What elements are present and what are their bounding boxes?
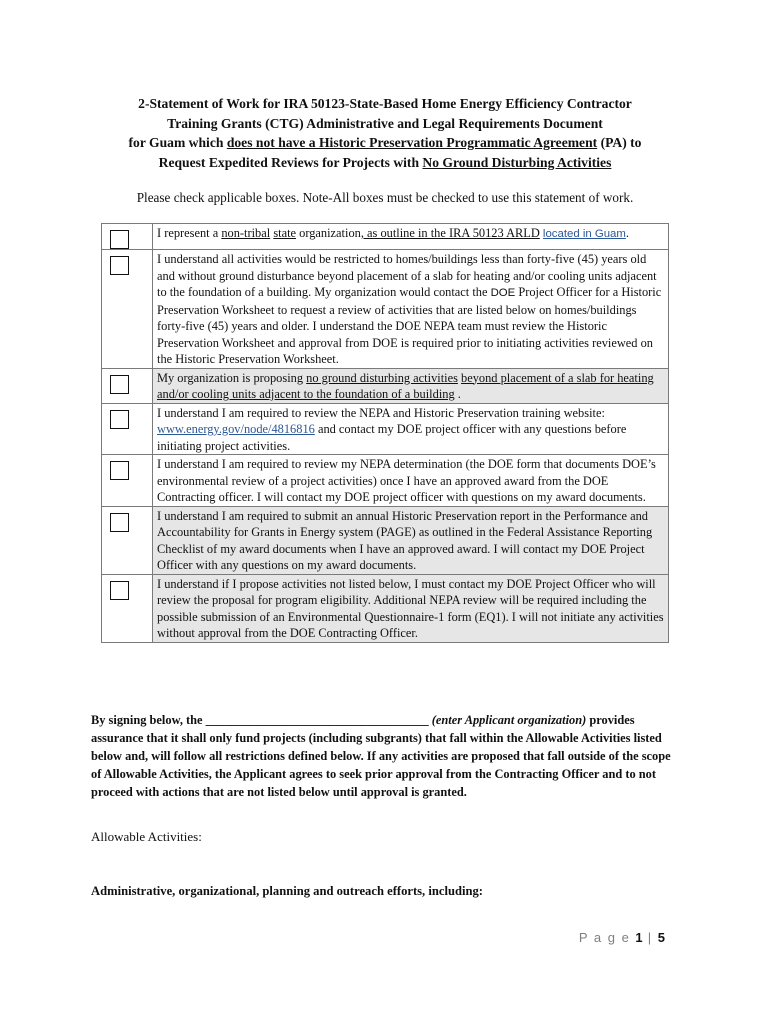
located-in-guam-link[interactable]: located in Guam	[542, 228, 626, 240]
page-separator: |	[642, 930, 658, 945]
checkbox-cell	[102, 368, 153, 403]
allowable-activities-heading: Allowable Activities:	[91, 829, 202, 844]
text: I understand I am required to review the NEPA and Historic Preservation training website:	[157, 405, 605, 420]
text: By signing below, the ____________________________________	[91, 713, 432, 727]
checklist-table	[101, 223, 669, 643]
checkbox-7[interactable]	[110, 581, 129, 600]
title-text: (PA) to	[597, 135, 642, 150]
checkbox-4[interactable]	[110, 410, 129, 429]
document-title	[60, 94, 710, 172]
title-line-4	[60, 153, 710, 173]
title-text: for Guam which	[128, 135, 227, 150]
text: DOE	[490, 287, 516, 299]
title-underlined-ngda: No Ground Disturbing Activities	[422, 154, 612, 170]
checklist-row-4	[102, 403, 669, 455]
checkbox-cell	[102, 403, 153, 455]
underlined-text: no ground disturbing activities	[306, 370, 458, 385]
checkbox-cell	[102, 224, 153, 250]
checklist-row-6	[102, 506, 669, 574]
nepa-training-link[interactable]: www.energy.gov/node/4816816	[157, 422, 315, 436]
admin-efforts-heading: Administrative, organizational, planning and outreach efforts, including:	[91, 884, 483, 898]
text: .	[625, 226, 629, 240]
page-current: 1	[635, 930, 643, 945]
underlined-text: beyond placement of a slab for heating and/or cooling units adjacent to the foundation of a building	[157, 370, 654, 401]
checkbox-2[interactable]	[110, 256, 129, 275]
checklist-text-1	[153, 224, 669, 250]
checklist-text-5: I understand I am required to review my NEPA determination (the DOE form that documents DOE’s environmental review of a project activities) once I have an approved award from the DOE Contracting officer. I will contact my DOE project officer with questions on my award documents.	[153, 455, 669, 507]
underlined-text: state	[273, 226, 297, 240]
page-number	[579, 930, 665, 945]
underlined-text: non-tribal	[221, 226, 271, 240]
text: .	[454, 387, 461, 401]
checklist-text-4	[153, 403, 669, 455]
text: provides assurance that it shall only fund projects (including subgrants) that fall within the Allowable Activities listed below and, will follow all restrictions defined below. If any activities are proposed that fall outside of the scope of Allowable Activities, the Applicant agrees to seek prior approval from the Contracting Officer and to not proceed with actions that are not listed below until approval is granted.	[91, 713, 671, 799]
title-line-2: Training Grants (CTG) Administrative and Legal Requirements Document	[167, 115, 603, 131]
checklist-text-2	[153, 250, 669, 369]
checklist-row-7	[102, 574, 669, 642]
checklist-text-3	[153, 368, 669, 403]
title-text: Request Expedited Reviews for Projects with	[158, 154, 423, 170]
checkbox-3[interactable]	[110, 375, 129, 394]
text: My organization is proposing	[157, 370, 307, 385]
checkbox-5[interactable]	[110, 461, 129, 480]
title-underlined-pa: does not have a Historic Preservation Programmatic Agreement	[226, 135, 598, 150]
title-line-1: 2-Statement of Work for IRA 50123-State-Based Home Energy Efficiency Contractor	[138, 96, 632, 111]
checklist-text-7: I understand if I propose activities not listed below, I must contact my DOE Project Officer who will review the proposal for program eligibility. Additional NEPA review will be required including the possible submission of an Environmental Questionnaire-1 form (EQ1). I will not initiate any activities without approval from the DOE Contracting Officer.	[153, 574, 669, 642]
text: Project Officer for a Historic Preservation Worksheet to request a review of activities that are listed below on homes/buildings forty-five (45) years and older. I understand the DOE NEPA team must review the Historic Preservation Worksheet and approval from DOE is required prior to initiating activities reviewed on the Historic Preservation Worksheet.	[157, 285, 662, 366]
checkbox-1[interactable]	[110, 230, 129, 249]
text: I understand all activities would be restricted to homes/buildings less than forty-five (45) years old and without ground disturbance beyond placement of a slab for heating and/or cooling units adjacent to the foundation of a building. My organization would contact the	[157, 252, 657, 299]
text: organization	[296, 226, 361, 240]
checkbox-cell	[102, 574, 153, 642]
checklist-row-1	[102, 224, 669, 250]
checkbox-cell	[102, 455, 153, 507]
checklist-row-2	[102, 250, 669, 369]
checklist-row-5	[102, 455, 669, 507]
checkbox-6[interactable]	[110, 513, 129, 532]
checklist-text-6: I understand I am required to submit an annual Historic Preservation report in the Performance and Accountability for Grants in Energy system (PAGE) as outlined in the Federal Assistance Reporting Checklist of my award documents when I have an approved award. I will contact my DOE Project Officer with any questions on my award documents.	[153, 506, 669, 574]
title-line-3	[60, 133, 710, 153]
underlined-text: , as outline in the IRA 50123 ARLD	[360, 226, 540, 240]
checkbox-cell	[102, 506, 153, 574]
page-label: P a g e	[578, 930, 636, 945]
text: I represent a	[157, 226, 222, 240]
checklist-row-3	[102, 368, 669, 403]
italic-text: (enter Applicant organization)	[431, 713, 587, 727]
signing-paragraph	[91, 711, 681, 801]
instructions: Please check applicable boxes. Note-All boxes must be checked to use this statement of work.	[136, 190, 634, 205]
text: and contact my DOE project officer with any questions before initiating project activities.	[157, 422, 627, 453]
checkbox-cell	[102, 250, 153, 369]
page-total: 5	[657, 930, 665, 945]
